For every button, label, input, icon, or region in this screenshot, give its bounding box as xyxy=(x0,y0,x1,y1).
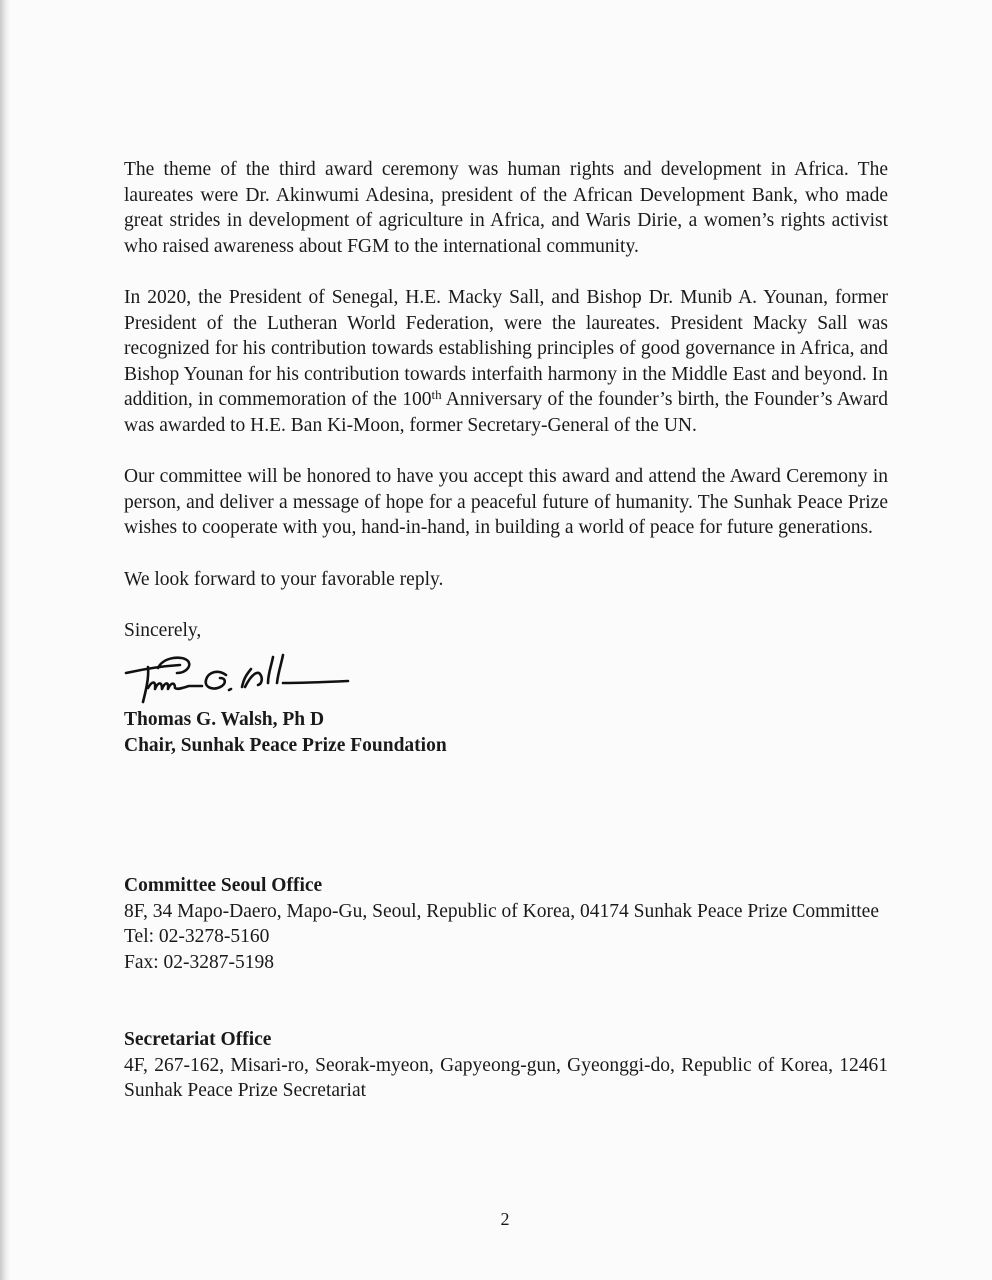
paragraph-reply: We look forward to your favorable reply. xyxy=(124,568,444,590)
secretariat-office-block xyxy=(124,1027,888,1104)
secretariat-office-address: 4F, 267-162, Misari-ro, Seorak-myeon, Gapyeong-gun, Gyeonggi-do, Republic of Korea, 12461 Sunhak Peace Prize Secretariat xyxy=(124,1054,888,1102)
closing-salutation: Sincerely, xyxy=(124,619,202,641)
ordinal-superscript: th xyxy=(431,387,442,403)
paragraph-2020-text-a: In 2020, the President of Senegal, H.E. Macky Sall, and Bishop Dr. Munib A. Younan, former President of the Lutheran World Federation, were the laureates. President Macky Sall was recognized for his contribution towards establishing principles of good governance in Africa, and Bishop Younan for his contribution towards interfaith harmony in the Middle East and beyond. In addition, in commemoration of the 100 xyxy=(124,286,888,411)
seoul-office-tel: Tel: 02-3278-5160 xyxy=(124,926,270,948)
page-edge-shadow xyxy=(0,0,10,1280)
seoul-office-block xyxy=(124,873,888,975)
paragraph-2020-text-b: Anniversary of the founder’s birth, the Founder’s Award was awarded to H.E. Ban Ki-Moon, former Secretary-General of the UN. xyxy=(124,389,888,436)
letter-body xyxy=(124,157,888,758)
paragraph-2020-laureates xyxy=(124,285,888,439)
paragraph-invitation: Our committee will be honored to have you accept this award and attend the Award Ceremony in person, and deliver a message of hope for a peaceful future of humanity. The Sunhak Peace Prize wishes to cooperate with you, hand-in-hand, in building a world of peace for future generations. xyxy=(124,466,888,539)
handwritten-signature xyxy=(122,647,352,707)
seoul-office-heading: Committee Seoul Office xyxy=(124,875,323,896)
paragraph-third-ceremony: The theme of the third award ceremony was human rights and development in Africa. The laureates were Dr. Akinwumi Adesina, president of the African Development Bank, who made great strides in development of agriculture in Africa, and Waris Dirie, a women’s rights activist who raised awareness about FGM to the international community. xyxy=(124,159,888,257)
secretariat-office-heading: Secretariat Office xyxy=(124,1029,272,1050)
seoul-office-address: 8F, 34 Mapo-Daero, Mapo-Gu, Seoul, Republic of Korea, 04174 Sunhak Peace Prize Committee xyxy=(124,900,879,922)
page-number: 2 xyxy=(500,1209,510,1229)
signer-title: Chair, Sunhak Peace Prize Foundation xyxy=(124,734,447,756)
signer-name: Thomas G. Walsh, Ph D xyxy=(124,709,325,731)
seoul-office-fax: Fax: 02-3287-5198 xyxy=(124,951,275,973)
